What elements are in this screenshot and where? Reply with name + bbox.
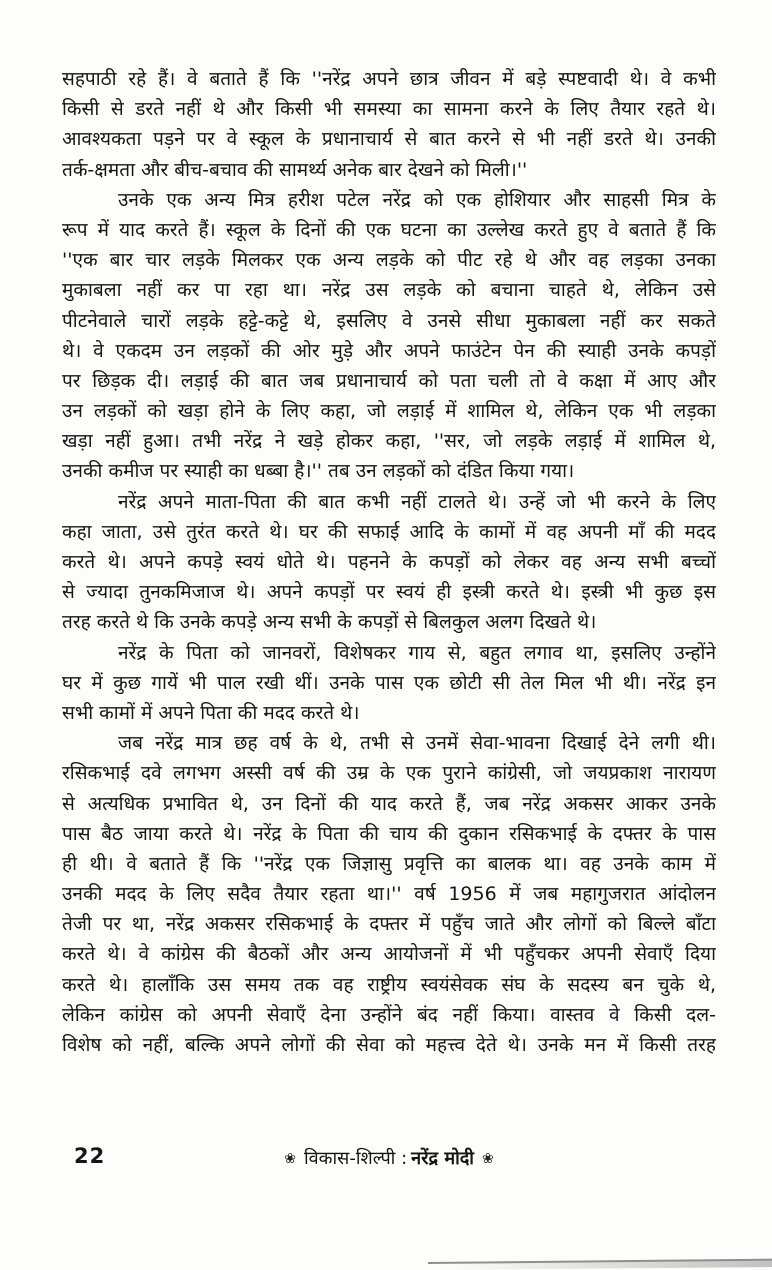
text-line: नरेंद्र के पिता को जानवरों, विशेषकर गाय से, बहुत लगाव था, इसलिए उन्होंने xyxy=(118,641,716,664)
text-line: करते थे। हालाँकि उस समय तक वह राष्ट्रीय स्वयंसेवक संघ के सदस्य बन चुके थे, xyxy=(62,973,716,996)
running-head xyxy=(62,1146,716,1170)
text-line: सहपाठी रहे हैं। वे बताते हैं कि ''नरेंद्र अपने छात्र जीवन में बड़े स्पष्टवादी थे। वे कभी xyxy=(62,68,716,90)
text-line: नरेंद्र अपने माता-पिता की बात कभी नहीं टालते थे। उन्हें जो भी करने के लिए xyxy=(118,490,716,513)
text-line: से ज्यादा तुनकमिजाज थे। अपने कपड़ों पर स्वयं ही इस्त्री करते थे। इस्त्री भी कुछ इस xyxy=(62,581,716,604)
text-line: रूप में याद करते हैं। स्कूल के दिनों की एक घटना का उल्लेख करते हुए वे बताते हैं कि xyxy=(62,218,716,241)
page-number: 22 xyxy=(74,1144,106,1168)
text-line: खड़ा नहीं हुआ। तभी नरेंद्र ने खड़े होकर कहा, ''सर, जो लड़के लड़ाई में शामिल थे, xyxy=(62,430,716,453)
text-line: तेजी पर था, नरेंद्र अकसर रसिकभाई के दफ्तर में पहुँच जाते और लोगों को बिल्ले बाँटा xyxy=(62,913,716,936)
text-line: से अत्यधिक प्रभावित थे, उन दिनों की याद करते हैं, जब नरेंद्र अकसर आकर उनके xyxy=(62,792,716,815)
running-head-prefix: विकास-शिल्पी : xyxy=(304,1148,408,1169)
text-line: पास बैठ जाया करते थे। नरेंद्र के पिता की चाय की दुकान रसिकभाई के दफ्तर के पास xyxy=(62,822,716,845)
running-head-title: नरेंद्र मोदी xyxy=(411,1148,474,1169)
text-line: सभी कामों में अपने पिता की मदद करते थे। xyxy=(62,701,360,724)
text-line: पर छिड़क दी। लड़ाई की बात जब प्रधानाचार्य को पता चली तो वे कक्षा में आए और xyxy=(62,369,716,392)
text-block xyxy=(62,64,716,1060)
text-line: ''एक बार चार लड़के मिलकर एक अन्य लड़के को पीट रहे थे और वह लड़का उनका xyxy=(62,249,716,272)
text-line: मुकाबला नहीं कर पा रहा था। नरेंद्र उस लड़के को बचाना चाहते थे, लेकिन उसे xyxy=(62,279,716,302)
text-line: उनकी कमीज पर स्याही का धब्बा है।'' तब उन लड़कों को दंडित किया गया। xyxy=(62,460,575,483)
text-line: ही थी। वे बताते हैं कि ''नरेंद्र एक जिज्ञासु प्रवृत्ति का बालक था। वह उनके काम में xyxy=(62,852,716,875)
text-line: आवश्यकता पड़ने पर वे स्कूल के प्रधानाचार्य से बात करने से भी नहीं डरते थे। उनकी xyxy=(62,128,716,151)
text-line: घर में कुछ गायें भी पाल रखी थीं। उनके पास एक छोटी सी तेल मिल भी थी। नरेंद्र इन xyxy=(62,671,716,694)
text-line: कहा जाता, उसे तुरंत करते थे। घर की सफाई आदि के कामों में वह अपनी माँ की मदद xyxy=(62,520,716,543)
flower-ornament-icon: ❀ xyxy=(481,1151,494,1167)
text-line: उन लड़कों को खड़ा होने के लिए कहा, जो लड़ाई में शामिल थे, लेकिन एक भी लड़का xyxy=(62,400,716,423)
text-line: तरह करते थे कि उनके कपड़े अन्य सभी के कपड़ों से बिलकुल अलग दिखते थे। xyxy=(62,611,597,634)
text-line: उनके एक अन्य मित्र हरीश पटेल नरेंद्र को एक होशियार और साहसी मित्र के xyxy=(118,188,716,211)
text-line: पीटनेवाले चारों लड़के हट्टे-कट्टे थे, इसलिए वे उनसे सीधा मुकाबला नहीं कर सकते xyxy=(62,309,716,332)
text-line: जब नरेंद्र मात्र छह वर्ष के थे, तभी से उनमें सेवा-भावना दिखाई देने लगी थी। xyxy=(118,732,716,755)
text-line: रसिकभाई दवे लगभग अस्सी वर्ष की उम्र के एक पुराने कांग्रेसी, जो जयप्रकाश नारायण xyxy=(62,762,716,785)
flower-ornament-icon: ❀ xyxy=(284,1151,297,1167)
text-line: करते थे। वे कांग्रेस की बैठकों और अन्य आयोजनों में भी पहुँचकर अपनी सेवाएँ दिया xyxy=(62,943,716,966)
text-line: किसी से डरते नहीं थे और किसी भी समस्या का सामना करने के लिए तैयार रहते थे। xyxy=(62,98,716,121)
text-line: उनकी मदद के लिए सदैव तैयार रहता था।'' वर्ष 1956 में जब महागुजरात आंदोलन xyxy=(62,883,716,906)
text-line: विशेष को नहीं, बल्कि अपने लोगों की सेवा को महत्त्व देते थे। उनके मन में किसी तरह xyxy=(62,1034,716,1056)
text-line: लेकिन कांग्रेस को अपनी सेवाएँ देना उन्होंने बंद नहीं किया। वास्तव वे किसी दल- xyxy=(62,1003,716,1026)
page-footer xyxy=(62,1142,716,1176)
text-line: तर्क-क्षमता और बीच-बचाव की सामर्थ्य अनेक बार देखने को मिली।'' xyxy=(62,158,528,181)
text-line: थे। वे एकदम उन लड़कों की ओर मुड़े और अपने फाउंटेन पेन की स्याही उनके कपड़ों xyxy=(62,339,716,362)
text-line: करते थे। अपने कपड़े स्वयं धोते थे। पहनने के कपड़ों को लेकर वह अन्य सभी बच्चों xyxy=(62,551,716,573)
